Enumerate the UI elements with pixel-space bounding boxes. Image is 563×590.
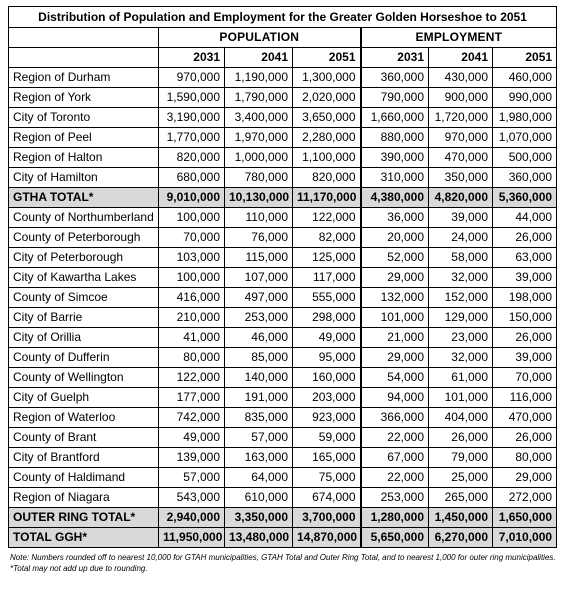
region-name-cell: Region of Peel (9, 128, 159, 148)
employment-value-cell: 460,000 (493, 68, 557, 88)
employment-value-cell: 116,000 (493, 388, 557, 408)
population-value-cell: 555,000 (293, 288, 361, 308)
employment-value-cell: 25,000 (429, 468, 493, 488)
table-row (9, 448, 557, 468)
population-value-cell: 163,000 (225, 448, 293, 468)
table-row (9, 288, 557, 308)
employment-value-cell: 22,000 (361, 468, 429, 488)
population-value-cell: 100,000 (159, 208, 225, 228)
population-value-cell: 140,000 (225, 368, 293, 388)
table-row (9, 248, 557, 268)
population-value-cell: 41,000 (159, 328, 225, 348)
year-header-row (9, 48, 557, 68)
employment-value-cell: 500,000 (493, 148, 557, 168)
employment-value-cell: 44,000 (493, 208, 557, 228)
population-value-cell: 2,280,000 (293, 128, 361, 148)
employment-value-cell: 101,000 (429, 388, 493, 408)
year-header: 2051 (293, 48, 361, 68)
population-value-cell: 139,000 (159, 448, 225, 468)
region-name-cell: County of Wellington (9, 368, 159, 388)
total-row (9, 528, 557, 548)
employment-value-cell: 22,000 (361, 428, 429, 448)
table-row (9, 388, 557, 408)
employment-value-cell: 58,000 (429, 248, 493, 268)
employment-value-cell: 26,000 (493, 228, 557, 248)
employment-value-cell: 390,000 (361, 148, 429, 168)
employment-value-cell: 63,000 (493, 248, 557, 268)
table-row (9, 348, 557, 368)
population-value-cell: 76,000 (225, 228, 293, 248)
population-value-cell: 543,000 (159, 488, 225, 508)
employment-value-cell: 26,000 (429, 428, 493, 448)
employment-value-cell: 253,000 (361, 488, 429, 508)
population-value-cell: 3,700,000 (293, 508, 361, 528)
employment-value-cell: 21,000 (361, 328, 429, 348)
employment-value-cell: 790,000 (361, 88, 429, 108)
year-header: 2041 (429, 48, 493, 68)
population-value-cell: 1,770,000 (159, 128, 225, 148)
region-name-cell: Region of Durham (9, 68, 159, 88)
region-name-cell: Region of York (9, 88, 159, 108)
employment-value-cell: 29,000 (361, 348, 429, 368)
employment-value-cell: 150,000 (493, 308, 557, 328)
employment-value-cell: 36,000 (361, 208, 429, 228)
population-value-cell: 122,000 (159, 368, 225, 388)
employment-value-cell: 5,360,000 (493, 188, 557, 208)
population-value-cell: 253,000 (225, 308, 293, 328)
employment-value-cell: 29,000 (493, 468, 557, 488)
region-name-cell: County of Dufferin (9, 348, 159, 368)
population-value-cell: 3,190,000 (159, 108, 225, 128)
table-row (9, 408, 557, 428)
employment-value-cell: 67,000 (361, 448, 429, 468)
year-header: 2041 (225, 48, 293, 68)
population-value-cell: 1,000,000 (225, 148, 293, 168)
population-value-cell: 780,000 (225, 168, 293, 188)
table-row (9, 468, 557, 488)
employment-value-cell: 4,380,000 (361, 188, 429, 208)
population-value-cell: 3,350,000 (225, 508, 293, 528)
employment-value-cell: 29,000 (361, 268, 429, 288)
population-value-cell: 1,300,000 (293, 68, 361, 88)
table-row (9, 108, 557, 128)
total-row (9, 188, 557, 208)
title-row (9, 7, 557, 28)
population-value-cell: 674,000 (293, 488, 361, 508)
employment-value-cell: 39,000 (429, 208, 493, 228)
employment-value-cell: 970,000 (429, 128, 493, 148)
table-row (9, 68, 557, 88)
employment-value-cell: 1,450,000 (429, 508, 493, 528)
employment-value-cell: 990,000 (493, 88, 557, 108)
group-header-row (9, 28, 557, 48)
employment-value-cell: 20,000 (361, 228, 429, 248)
population-value-cell: 115,000 (225, 248, 293, 268)
table-row (9, 148, 557, 168)
population-value-cell: 820,000 (159, 148, 225, 168)
population-value-cell: 2,020,000 (293, 88, 361, 108)
region-name-cell: TOTAL GGH* (9, 528, 159, 548)
population-value-cell: 46,000 (225, 328, 293, 348)
population-value-cell: 13,480,000 (225, 528, 293, 548)
region-name-cell: County of Northumberland (9, 208, 159, 228)
region-name-cell: County of Haldimand (9, 468, 159, 488)
population-value-cell: 3,650,000 (293, 108, 361, 128)
total-row (9, 508, 557, 528)
empty-header-cell (9, 28, 159, 48)
population-value-cell: 298,000 (293, 308, 361, 328)
region-name-cell: City of Kawartha Lakes (9, 268, 159, 288)
population-value-cell: 11,170,000 (293, 188, 361, 208)
employment-value-cell: 5,650,000 (361, 528, 429, 548)
employment-value-cell: 39,000 (493, 348, 557, 368)
employment-value-cell: 52,000 (361, 248, 429, 268)
population-value-cell: 125,000 (293, 248, 361, 268)
employment-value-cell: 4,820,000 (429, 188, 493, 208)
population-value-cell: 85,000 (225, 348, 293, 368)
population-value-cell: 59,000 (293, 428, 361, 448)
table-row (9, 328, 557, 348)
population-value-cell: 1,100,000 (293, 148, 361, 168)
employment-value-cell: 272,000 (493, 488, 557, 508)
population-value-cell: 835,000 (225, 408, 293, 428)
employment-value-cell: 1,980,000 (493, 108, 557, 128)
region-name-cell: City of Hamilton (9, 168, 159, 188)
region-name-cell: County of Peterborough (9, 228, 159, 248)
employment-value-cell: 61,000 (429, 368, 493, 388)
employment-value-cell: 26,000 (493, 328, 557, 348)
population-value-cell: 14,870,000 (293, 528, 361, 548)
employment-value-cell: 1,650,000 (493, 508, 557, 528)
population-value-cell: 165,000 (293, 448, 361, 468)
population-value-cell: 70,000 (159, 228, 225, 248)
table-notes (8, 552, 556, 574)
employment-value-cell: 350,000 (429, 168, 493, 188)
year-header: 2031 (361, 48, 429, 68)
employment-value-cell: 1,070,000 (493, 128, 557, 148)
employment-value-cell: 880,000 (361, 128, 429, 148)
region-name-cell: Region of Halton (9, 148, 159, 168)
employment-value-cell: 132,000 (361, 288, 429, 308)
employment-value-cell: 24,000 (429, 228, 493, 248)
year-header: 2031 (159, 48, 225, 68)
population-value-cell: 210,000 (159, 308, 225, 328)
population-value-cell: 923,000 (293, 408, 361, 428)
population-value-cell: 497,000 (225, 288, 293, 308)
employment-value-cell: 1,280,000 (361, 508, 429, 528)
population-value-cell: 100,000 (159, 268, 225, 288)
table-row (9, 228, 557, 248)
population-value-cell: 742,000 (159, 408, 225, 428)
table-row (9, 88, 557, 108)
region-name-cell: City of Toronto (9, 108, 159, 128)
table-title: Distribution of Population and Employment for the Greater Golden Horseshoe to 2051 (9, 7, 557, 28)
empty-year-cell (9, 48, 159, 68)
table-row (9, 308, 557, 328)
employment-value-cell: 470,000 (493, 408, 557, 428)
rounding-note: Note: Numbers rounded off to nearest 10,000 for GTAH municipalities, GTAH Total and Outer Ring Total, and to nearest 1,000 for outer ring municipalities. (10, 553, 556, 562)
population-value-cell: 49,000 (293, 328, 361, 348)
employment-value-cell: 32,000 (429, 348, 493, 368)
population-value-cell: 680,000 (159, 168, 225, 188)
population-value-cell: 64,000 (225, 468, 293, 488)
table-row (9, 428, 557, 448)
population-value-cell: 1,590,000 (159, 88, 225, 108)
employment-value-cell: 70,000 (493, 368, 557, 388)
employment-value-cell: 404,000 (429, 408, 493, 428)
population-value-cell: 610,000 (225, 488, 293, 508)
table-row (9, 208, 557, 228)
population-value-cell: 203,000 (293, 388, 361, 408)
population-group-header: POPULATION (159, 28, 361, 48)
employment-value-cell: 23,000 (429, 328, 493, 348)
table-row (9, 368, 557, 388)
population-value-cell: 95,000 (293, 348, 361, 368)
employment-value-cell: 265,000 (429, 488, 493, 508)
region-name-cell: City of Peterborough (9, 248, 159, 268)
region-name-cell: City of Brantford (9, 448, 159, 468)
population-value-cell: 1,190,000 (225, 68, 293, 88)
population-value-cell: 177,000 (159, 388, 225, 408)
region-name-cell: OUTER RING TOTAL* (9, 508, 159, 528)
employment-group-header: EMPLOYMENT (361, 28, 557, 48)
table-row (9, 488, 557, 508)
employment-value-cell: 366,000 (361, 408, 429, 428)
population-value-cell: 3,400,000 (225, 108, 293, 128)
employment-value-cell: 54,000 (361, 368, 429, 388)
employment-value-cell: 39,000 (493, 268, 557, 288)
employment-value-cell: 360,000 (493, 168, 557, 188)
employment-value-cell: 198,000 (493, 288, 557, 308)
population-value-cell: 110,000 (225, 208, 293, 228)
population-value-cell: 9,010,000 (159, 188, 225, 208)
population-value-cell: 160,000 (293, 368, 361, 388)
table-row (9, 128, 557, 148)
region-name-cell: City of Orillia (9, 328, 159, 348)
employment-value-cell: 470,000 (429, 148, 493, 168)
population-value-cell: 820,000 (293, 168, 361, 188)
region-name-cell: County of Brant (9, 428, 159, 448)
employment-value-cell: 360,000 (361, 68, 429, 88)
employment-value-cell: 900,000 (429, 88, 493, 108)
population-value-cell: 10,130,000 (225, 188, 293, 208)
population-value-cell: 122,000 (293, 208, 361, 228)
population-value-cell: 107,000 (225, 268, 293, 288)
region-name-cell: GTHA TOTAL* (9, 188, 159, 208)
employment-value-cell: 1,720,000 (429, 108, 493, 128)
population-value-cell: 1,970,000 (225, 128, 293, 148)
population-value-cell: 82,000 (293, 228, 361, 248)
population-value-cell: 57,000 (159, 468, 225, 488)
population-value-cell: 970,000 (159, 68, 225, 88)
employment-value-cell: 6,270,000 (429, 528, 493, 548)
population-value-cell: 191,000 (225, 388, 293, 408)
region-name-cell: Region of Waterloo (9, 408, 159, 428)
population-value-cell: 117,000 (293, 268, 361, 288)
employment-value-cell: 79,000 (429, 448, 493, 468)
population-value-cell: 11,950,000 (159, 528, 225, 548)
table-body (9, 68, 557, 548)
population-value-cell: 80,000 (159, 348, 225, 368)
employment-value-cell: 1,660,000 (361, 108, 429, 128)
document-page (8, 6, 556, 574)
region-name-cell: Region of Niagara (9, 488, 159, 508)
population-value-cell: 75,000 (293, 468, 361, 488)
table-row (9, 168, 557, 188)
employment-value-cell: 7,010,000 (493, 528, 557, 548)
region-name-cell: County of Simcoe (9, 288, 159, 308)
region-name-cell: City of Barrie (9, 308, 159, 328)
employment-value-cell: 310,000 (361, 168, 429, 188)
year-header: 2051 (493, 48, 557, 68)
employment-value-cell: 430,000 (429, 68, 493, 88)
population-value-cell: 416,000 (159, 288, 225, 308)
employment-value-cell: 32,000 (429, 268, 493, 288)
population-value-cell: 103,000 (159, 248, 225, 268)
population-value-cell: 2,940,000 (159, 508, 225, 528)
population-value-cell: 49,000 (159, 428, 225, 448)
total-note: *Total may not add up due to rounding. (10, 564, 148, 573)
region-name-cell: City of Guelph (9, 388, 159, 408)
employment-value-cell: 80,000 (493, 448, 557, 468)
employment-value-cell: 26,000 (493, 428, 557, 448)
population-value-cell: 1,790,000 (225, 88, 293, 108)
employment-value-cell: 94,000 (361, 388, 429, 408)
employment-value-cell: 129,000 (429, 308, 493, 328)
population-value-cell: 57,000 (225, 428, 293, 448)
table-row (9, 268, 557, 288)
population-employment-table (8, 6, 557, 548)
employment-value-cell: 101,000 (361, 308, 429, 328)
employment-value-cell: 152,000 (429, 288, 493, 308)
